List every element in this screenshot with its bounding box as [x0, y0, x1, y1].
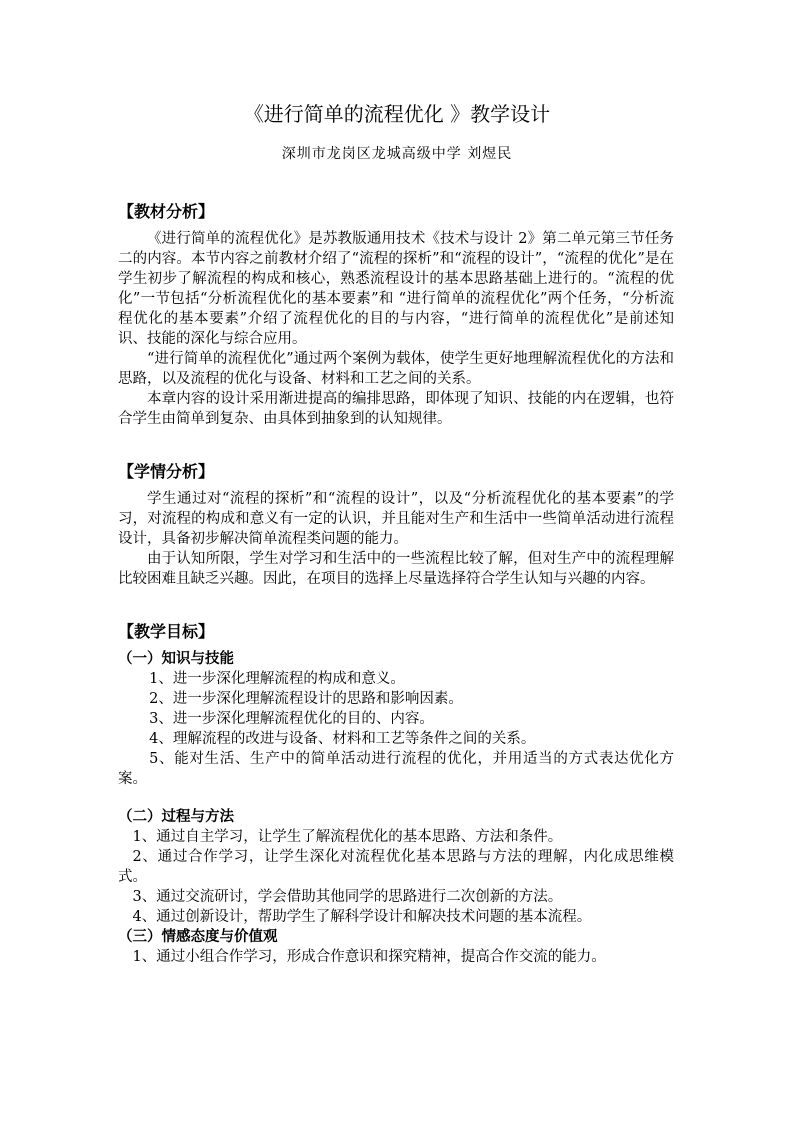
paragraph: 《进行简单的流程优化》是苏教版通用技术《技术与设计 2》第二单元第三节任务二的内容。本节内容之前教材介绍了“流程的探析”和“流程的设计”，“流程的优化”是在学生初步了解流程的构成和核心，熟悉流程设计的基本思路基础上进行的。“流程的优化”一节包括“分析流程优化的基本要素”和 “进行简单的流程优化”两个任务，“分析流程优化的基本要素”介绍了流程优化的目的与内容，“进行简单的流程优化”是前述知识、技能的深化与综合应用。 [118, 231, 674, 347]
author-line: 深圳市龙岗区龙城高级中学 刘煜民 [281, 146, 513, 162]
list-item: 3、进一步深化理解流程优化的目的、内容。 [149, 711, 434, 727]
section-material [118, 199, 674, 429]
list-item: 1、通过自主学习，让学生了解流程优化的基本思路、方法和条件。 [132, 829, 563, 845]
section-students [118, 459, 674, 589]
paragraph: 学生通过对“流程的探析”和“流程的设计”，以及“分析流程优化的基本要素”的学习，对流程的构成和意义有一定的认识，并且能对生产和生活中一些简单活动进行流程设计，具备初步解决简单流程类问题的能力。 [118, 491, 674, 547]
document-body [118, 199, 674, 967]
subheading-process: （二）过程与方法 [118, 809, 234, 825]
list-item: 1、进一步深化理解流程的构成和意义。 [149, 671, 405, 687]
document-title: 《进行简单的流程优化 》教学设计 [243, 102, 551, 126]
list-item: 3、通过交流研讨，学会借助其他同学的思路进行二次创新的方法。 [132, 889, 563, 905]
section-heading-material: 【教材分析】 [118, 202, 215, 221]
list-item: 4、通过创新设计，帮助学生了解科学设计和解决技术问题的基本流程。 [132, 909, 592, 925]
paragraph: 由于认知所限，学生对学习和生活中的一些流程比较了解，但对生产中的流程理解比较困难且缺乏兴趣。因此，在项目的选择上尽量选择符合学生认知与兴趣的内容。 [118, 551, 674, 587]
section-goals [118, 619, 674, 967]
list-item: 2、进一步深化理解流程设计的思路和影响因素。 [149, 691, 463, 707]
subheading-knowledge: （一）知识与技能 [118, 651, 234, 667]
section-heading-students: 【学情分析】 [118, 462, 215, 481]
list-item: 2、通过合作学习，让学生深化对流程优化基本思路与方法的理解，内化成思维模式。 [118, 849, 674, 885]
list-item: 5、能对生活、生产中的简单活动进行流程的优化，并用适当的方式表达优化方案。 [118, 751, 674, 787]
section-heading-goals: 【教学目标】 [118, 622, 215, 641]
list-item: 1、通过小组合作学习，形成合作意识和探究精神，提高合作交流的能力。 [132, 949, 606, 965]
subheading-emotion: （三）情感态度与价值观 [118, 929, 278, 945]
list-item: 4、理解流程的改进与设备、材料和工艺等条件之间的关系。 [149, 731, 536, 747]
paragraph: 本章内容的设计采用渐进提高的编排思路，即体现了知识、技能的内在逻辑，也符合学生由简单到复杂、由具体到抽象到的认知规律。 [118, 391, 674, 427]
paragraph: “进行简单的流程优化”通过两个案例为载体，使学生更好地理解流程优化的方法和思路，以及流程的优化与设备、材料和工艺之间的关系。 [118, 351, 674, 387]
